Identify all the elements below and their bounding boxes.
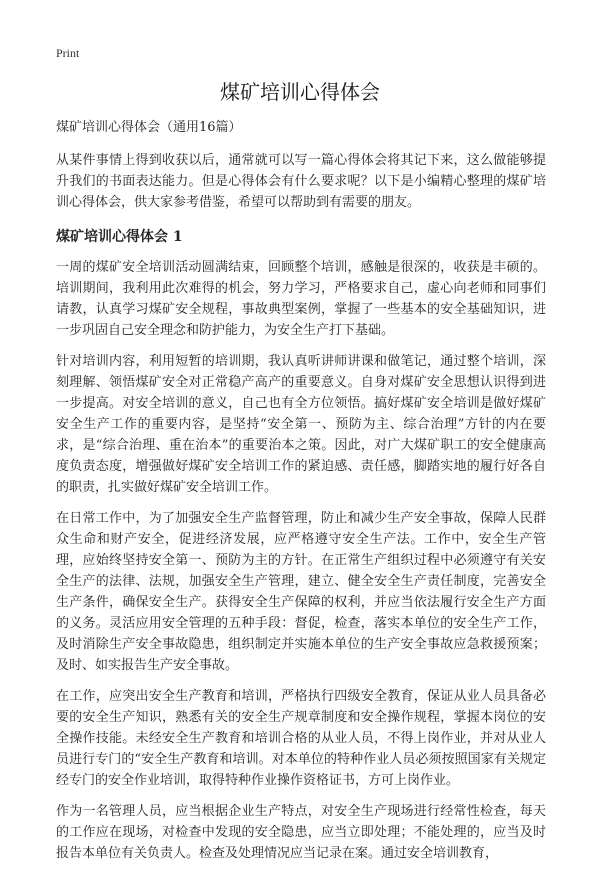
body-paragraph: 一周的煤矿安全培训活动圆满结束，回顾整个培训，感触是很深的，收获是丰硕的。培训期间，我利用此次难得的机会，努力学习，严格要求自己，虚心向老师和同事们请教，认真学习煤矿安全规程，事故典型案例，掌握了一些基本的安全基础知识，进一步巩固自己安全理念和防护能力，为安全生产打下基础。 — [56, 260, 546, 338]
page-title: 煤矿培训心得体会 — [220, 80, 380, 104]
body-paragraph: 针对培训内容，利用短暂的培训期，我认真听讲师讲课和做笔记，通过整个培训，深刻理解、领悟煤矿安全对正常稳产高产的重要意义。自身对煤矿安全思想认识得到进一步提高。对安全培训的意义，自己也有全方位领悟。搞好煤矿安全培训是做好煤矿安全生产工作的重要内容，是坚持“安全第一、预防为主、综合治理”方针的内在要求，是“综合治理、重在治本”的重要治本之策。因此，对广大煤矿职工的安全健康高度负责态度，增强做好煤矿安全培训工作的紧迫感、责任感，脚踏实地的履行好各自的职责，扎实做好煤矿安全培训工作。 — [56, 354, 546, 495]
document-subtitle: 煤矿培训心得体会（通用16篇） — [56, 120, 242, 135]
body-paragraph: 在日常工作中，为了加强安全生产监督管理，防止和减少生产安全事故，保障人民群众生命和财产安全，促进经济发展，应严格遵守安全生产法。工作中，安全生产管理，应始终坚持安全第一、预防为主的方针。在正常生产组织过程中必须遵守有关安全生产的法律、法规，加强安全生产管理，建立、健全安全生产责任制度，完善安全生产条件，确保安全生产。获得安全生产保障的权利，并应当依法履行安全生产方面的义务。灵活应用安全管理的五种手段：督促，检查，落实本单位的安全生产工作，及时消除生产安全事故隐患，组织制定并实施本单位的生产安全事故应急救援预案；及时、如实报告生产安全事故。 — [56, 511, 546, 673]
intro-paragraph: 从某件事情上得到收获以后，通常就可以写一篇心得体会将其记下来，这么做能够提升我们的书面表达能力。但是心得体会有什么要求呢？以下是小编精心整理的煤矿培训心得体会，供大家参考借鉴，希望可以帮助到有需要的朋友。 — [56, 153, 546, 210]
print-link[interactable]: Print — [56, 46, 80, 60]
section-heading: 煤矿培训心得体会 1 — [56, 229, 183, 245]
body-paragraph: 作为一名管理人员，应当根据企业生产特点，对安全生产现场进行经常性检查，每天的工作应在现场，对检查中发现的安全隐患，应当立即处理；不能处理的，应当及时报告本单位有关负责人。检查及处理情况应当记录在案。通过安全培训教育， — [56, 804, 546, 861]
document-body — [56, 118, 546, 874]
body-paragraph: 在工作，应突出安全生产教育和培训，严格执行四级安全教育，保证从业人员具备必要的安全生产知识，熟悉有关的安全生产规章制度和安全操作规程，掌握本岗位的安全操作技能。未经安全生产教育和培训合格的从业人员，不得上岗作业，并对从业人员进行专门的“安全生产教育和培训。对本单位的特种作业人员必须按照国家有关规定经专门的安全作业培训，取得特种作业操作资格证书，方可上岗作业。 — [56, 689, 546, 788]
